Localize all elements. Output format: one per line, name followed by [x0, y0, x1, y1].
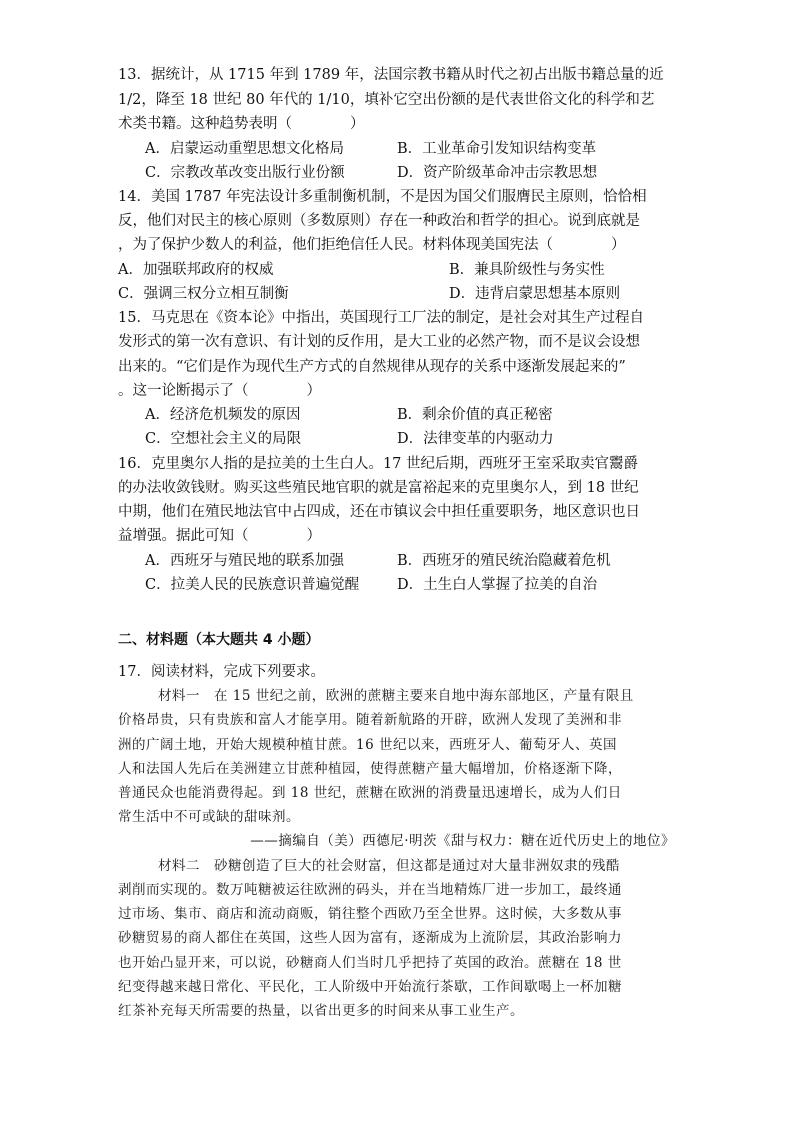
- q15-option-a: A．经济危机频发的原因: [145, 407, 301, 423]
- q16-option-c: C．拉美人民的民族意识普遍觉醒: [145, 577, 360, 593]
- q14-option-c: C．强调三权分立相互制衡: [118, 286, 289, 302]
- q16-option-d: D．土生白人掌握了拉美的自治: [397, 577, 598, 593]
- material-one-line-5: 普通民众也能消费得起。到 18 世纪，蔗糖在欧洲的消费量迅速增长，成为人们日: [118, 785, 622, 801]
- q14-stem-line-2: 反，他们对民主的核心原则（多数原则）存在一种政治和哲学的担心。说到底就是: [118, 213, 640, 229]
- q16-stem-line-2: 的办法收敛钱财。购买这些殖民地官职的就是富裕起来的克里奥尔人，到 18 世纪: [118, 480, 639, 496]
- material-two-line-4: 砂糖贸易的商人都住在英国，这些人因为富有，逐渐成为上流阶层，其政治影响力: [118, 930, 622, 946]
- material-two-line-7: 红茶补充每天所需要的热量，以省出更多的时间来从事工业生产。: [118, 1003, 524, 1019]
- q15-stem-line-4: 。这一论断揭示了（ ）: [118, 383, 321, 399]
- q14-stem-line-3: ，为了保护少数人的利益，他们拒绝信任人民。材料体现美国宪法（ ）: [118, 237, 626, 253]
- q15-option-b: B．剩余价值的真正秘密: [397, 407, 553, 423]
- q13-option-b: B．工业革命引发知识结构变革: [397, 141, 597, 157]
- material-two-line-5: 也开始凸显开来，可以说，砂糖商人们当时几乎把持了英国的政治。蔗糖在 18 世: [118, 955, 622, 971]
- material-one-line-2: 价格昂贵，只有贵族和富人才能享用。随着新航路的开辟，欧洲人发现了美洲和非: [118, 712, 622, 728]
- q16-option-b: B．西班牙的殖民统治隐藏着危机: [397, 553, 611, 569]
- material-two-line-3: 过市场、集市、商店和流动商贩，销往整个西欧乃至全世界。这时候，大多数从事: [118, 906, 622, 922]
- material-one-line-3: 洲的广阔土地，开始大规模种植甘蔗。16 世纪以来，西班牙人、葡萄牙人、英国: [118, 737, 617, 753]
- q15-option-c: C．空想社会主义的局限: [145, 431, 302, 447]
- q13-stem-line-2: 1/2，降至 18 世纪 80 年代的 1/10，填补它空出份额的是代表世俗文化的科学和艺: [118, 92, 655, 108]
- q17-intro: 17．阅读材料，完成下列要求。: [118, 664, 325, 680]
- q16-option-a: A．西班牙与殖民地的联系加强: [145, 553, 344, 569]
- material-one-source: ——摘编自（美）西德尼·明茨《甜与权力：糖在近代历史上的地位》: [250, 833, 675, 849]
- q13-option-a: A．启蒙运动重塑思想文化格局: [145, 141, 344, 157]
- q13-stem-line-3: 术类书籍。这种趋势表明（ ）: [118, 116, 365, 132]
- q13-stem-line-1: 13．据统计，从 1715 年到 1789 年，法国宗教书籍从时代之初占出版书籍总量的近: [118, 67, 664, 83]
- material-one-line-4: 人和法国人先后在美洲建立甘蔗种植园，使得蔗糖产量大幅增加，价格逐渐下降，: [118, 761, 622, 777]
- q13-option-d: D．资产阶级革命冲击宗教思想: [397, 165, 598, 181]
- section-heading: 二、材料题（本大题共 4 小题）: [118, 632, 320, 648]
- material-one-line-6: 常生活中不可或缺的甜味剂。: [118, 809, 300, 825]
- q15-option-d: D．法律变革的内驱动力: [397, 431, 554, 447]
- q15-stem-line-3: 出来的。“它们是作为现代生产方式的自然规律从现存的关系中逐渐发展起来的”: [118, 359, 626, 375]
- q13-option-c: C．宗教改革改变出版行业份额: [145, 165, 345, 181]
- material-one-line-1: 材料一 在 15 世纪之前，欧洲的蔗糖主要来自地中海东部地区，产量有限且: [158, 688, 634, 704]
- q15-stem-line-1: 15．马克思在《资本论》中指出，英国现行工厂法的制定，是社会对其生产过程自: [118, 310, 644, 326]
- q14-stem-line-1: 14．美国 1787 年宪法设计多重制衡机制，不是因为国父们服膺民主原则，恰恰相: [118, 189, 647, 205]
- material-two-line-6: 纪变得越来越日常化、平民化，工人阶级中开始流行茶歇，工作间歇喝上一杯加糖: [118, 979, 622, 995]
- q14-option-a: A．加强联邦政府的权威: [118, 262, 274, 278]
- q16-stem-line-1: 16．克里奥尔人指的是拉美的土生白人。17 世纪后期，西班牙王室采取卖官鬻爵: [118, 456, 639, 472]
- material-two-line-2: 剥削而实现的。数万吨糖被运往欧洲的码头，并在当地精炼厂进一步加工，最终通: [118, 882, 622, 898]
- q16-stem-line-4: 益增强。据此可知（ ）: [118, 528, 321, 544]
- q14-option-d: D．违背启蒙思想基本原则: [449, 286, 621, 302]
- q16-stem-line-3: 中期，他们在殖民地法官中占四成，还在市镇议会中担任重要职务，地区意识也日: [118, 504, 640, 520]
- material-two-line-1: 材料二 砂糖创造了巨大的社会财富，但这都是通过对大量非洲奴隶的残酷: [158, 858, 620, 874]
- q15-stem-line-2: 发形式的第一次有意识、有计划的反作用，是大工业的必然产物，而不是议会设想: [118, 334, 640, 350]
- q14-option-b: B．兼具阶级性与务实性: [449, 262, 605, 278]
